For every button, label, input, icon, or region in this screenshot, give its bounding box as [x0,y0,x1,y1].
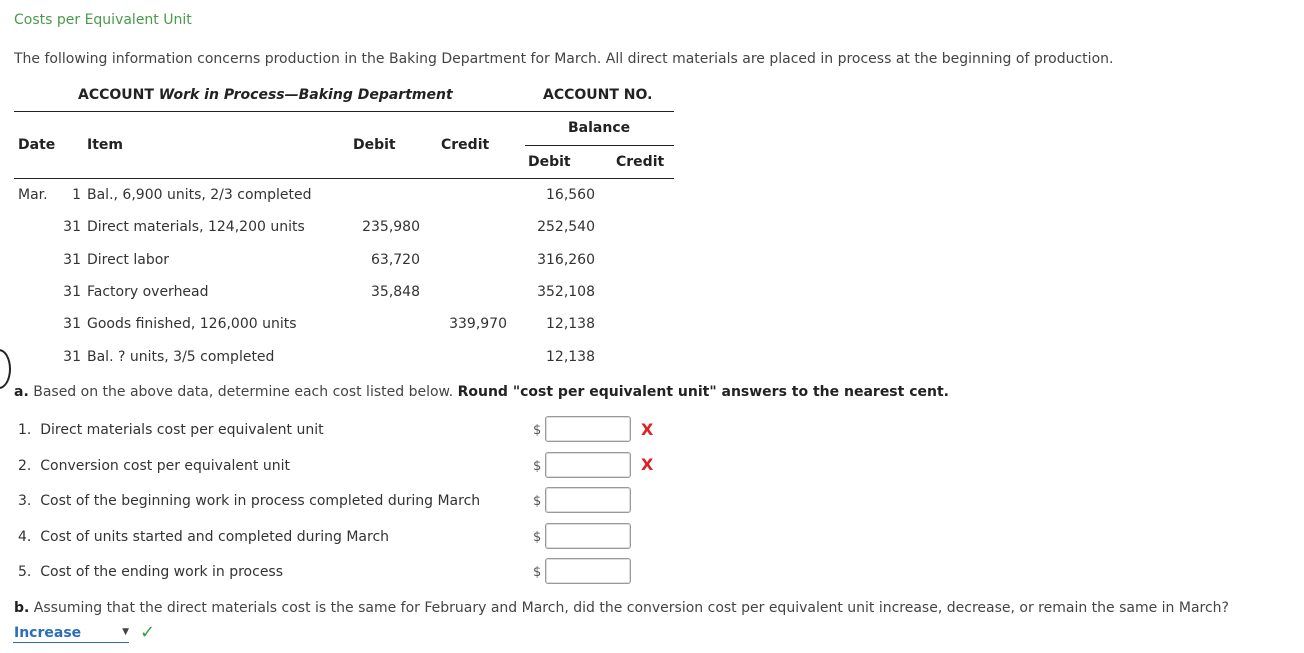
header-balance-debit: Debit [528,154,571,170]
question-text: Cost of units started and completed during March [40,529,390,545]
account-title: Work in Process—Baking Department [158,87,453,103]
row-day: 31 [63,284,81,300]
account-name [78,87,453,103]
row-balance-debit: 12,138 [546,316,595,332]
question-label [18,493,480,509]
question-number: 5. [18,564,32,580]
part-a-text: Based on the above data, determine each cost listed below. [33,384,458,400]
question-number: 1. [18,422,32,438]
question-number: 3. [18,493,32,509]
question-label [18,458,290,474]
row-debit: 35,848 [371,284,420,300]
row-day: 1 [72,187,81,203]
row-item: Goods finished, 126,000 units [87,316,297,332]
part-b-question [14,600,1229,616]
dollar-sign: $ [533,530,542,545]
started-completed-cost-input[interactable] [545,523,631,549]
part-a-prefix: a. [14,384,29,400]
dm-cost-input[interactable] [545,416,631,442]
row-item: Direct materials, 124,200 units [87,219,305,235]
dollar-sign: $ [533,565,542,580]
dollar-sign: $ [533,459,542,474]
header-date: Date [18,137,56,153]
chevron-down-icon: ▼ [122,627,129,637]
row-day: 31 [63,349,81,365]
conversion-cost-input[interactable] [545,452,631,478]
part-a-rounding-note: Round "cost per equivalent unit" answers to the nearest cent. [457,384,949,400]
dollar-sign: $ [533,494,542,509]
part-b-text: Assuming that the direct materials cost is the same for February and March, did the conversion cost per equivalent unit increase, decrease, or remain the same in March? [33,600,1229,616]
row-balance-debit: 252,540 [537,219,595,235]
ending-wip-cost-input[interactable] [545,558,631,584]
account-label: ACCOUNT [78,87,159,103]
question-label [18,422,324,438]
row-item: Bal. ? units, 3/5 completed [87,349,275,365]
question-number: 4. [18,529,32,545]
part-a-instructions [14,384,949,400]
question-text: Conversion cost per equivalent unit [40,458,290,474]
part-b-prefix: b. [14,600,30,616]
question-label [18,564,283,580]
ledger-header-rule [14,178,674,179]
header-balance-credit: Credit [616,154,665,170]
question-text: Direct materials cost per equivalent unit [40,422,324,438]
row-balance-debit: 316,260 [537,252,595,268]
incorrect-x-icon: X [641,420,654,439]
header-balance: Balance [568,120,631,136]
question-text: Cost of the ending work in process [40,564,284,580]
row-credit: 339,970 [449,316,507,332]
row-balance-debit: 352,108 [537,284,595,300]
intro-text: The following information concerns production in the Baking Department for March. All direct materials are placed in process at the beginning of production. [14,51,1114,67]
row-day: 31 [63,252,81,268]
question-text: Cost of the beginning work in process completed during March [40,493,481,509]
row-item: Bal., 6,900 units, 2/3 completed [87,187,312,203]
row-day: 31 [63,316,81,332]
row-debit: 235,980 [362,219,420,235]
incorrect-x-icon: X [641,455,654,474]
row-balance-debit: 12,138 [546,349,595,365]
page-title: Costs per Equivalent Unit [14,12,192,28]
account-number-label: ACCOUNT NO. [543,87,653,103]
balance-rule [525,145,674,146]
ledger-top-rule [14,111,674,112]
question-number: 2. [18,458,32,474]
header-credit: Credit [441,137,490,153]
row-item: Direct labor [87,252,170,268]
beginning-wip-cost-input[interactable] [545,487,631,513]
dollar-sign: $ [533,423,542,438]
side-marker-icon [0,349,11,389]
header-item: Item [87,137,123,153]
row-day: 31 [63,219,81,235]
row-debit: 63,720 [371,252,420,268]
conversion-change-select[interactable] [13,624,129,643]
row-month: Mar. [18,187,48,203]
question-label [18,529,389,545]
row-balance-debit: 16,560 [546,187,595,203]
select-value: Increase [14,625,82,641]
header-debit: Debit [353,137,396,153]
correct-check-icon: ✓ [140,622,156,643]
row-item: Factory overhead [87,284,209,300]
